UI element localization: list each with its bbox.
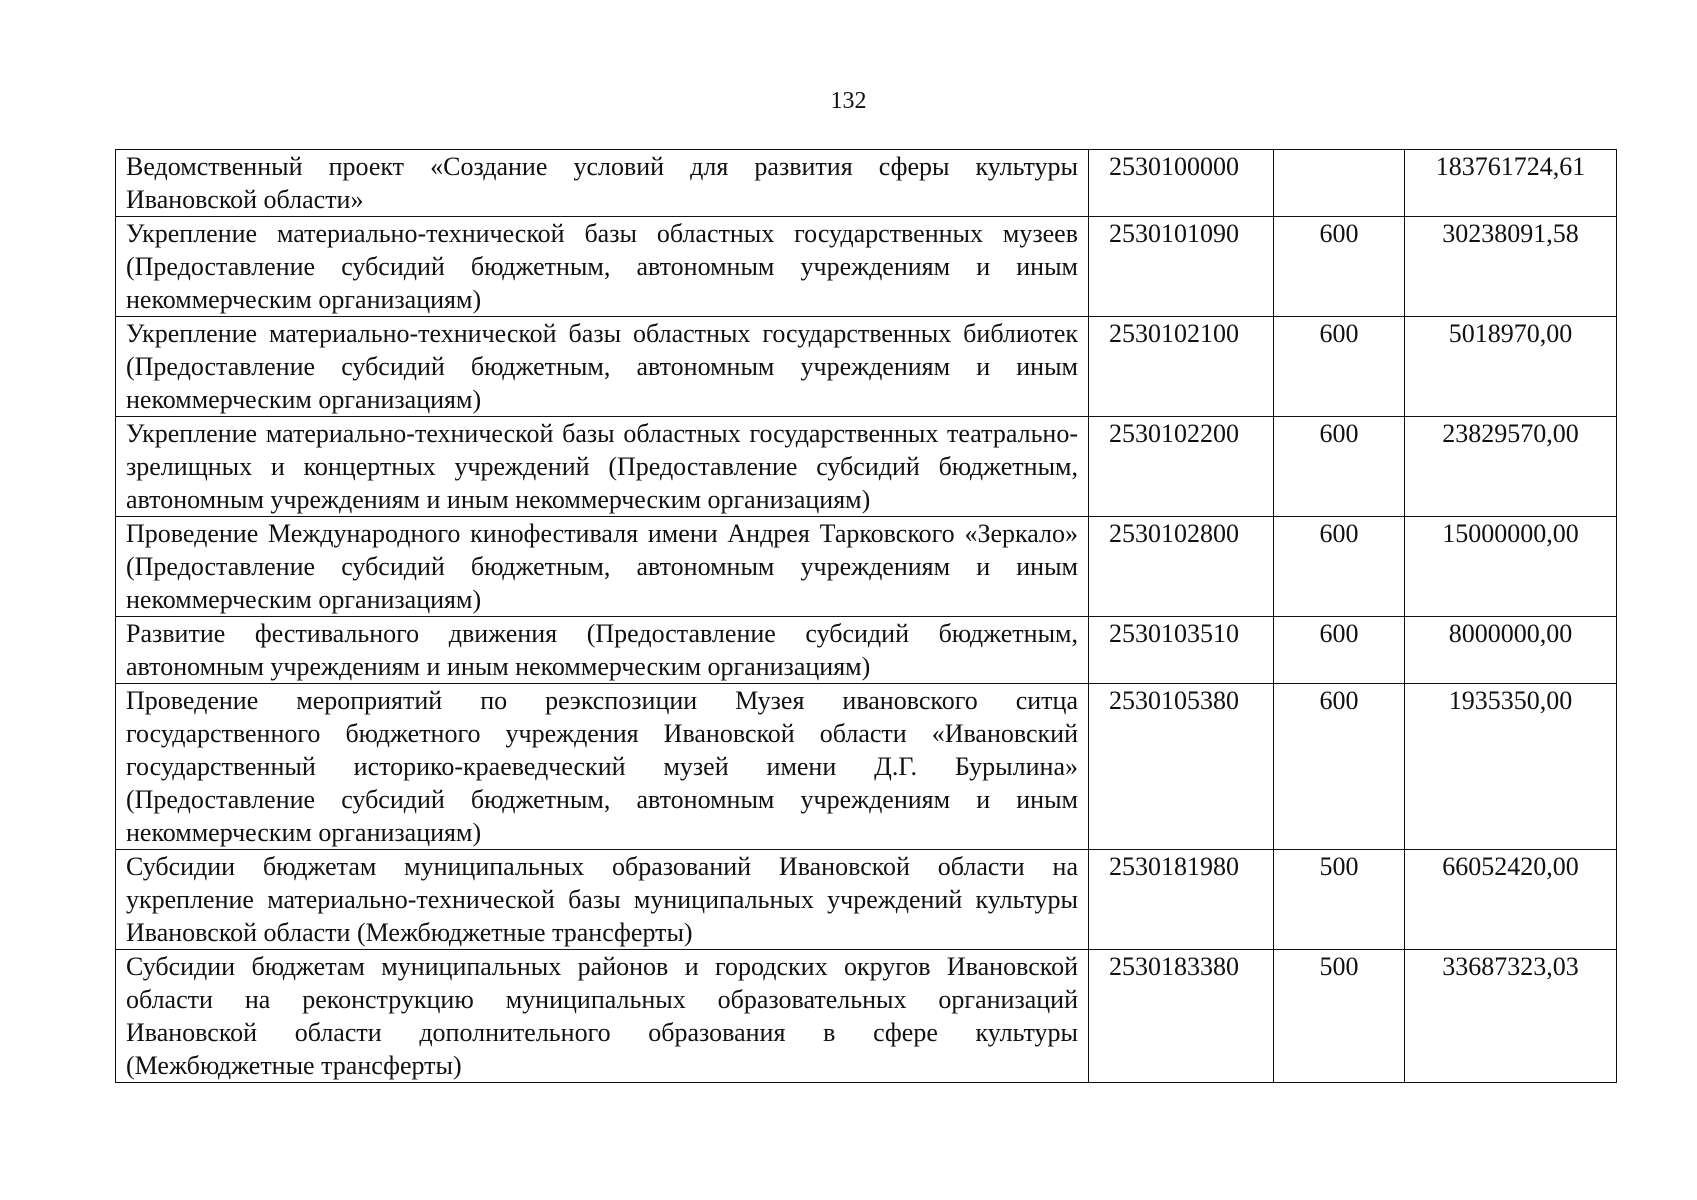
row-code-cell: 2530101090 [1089, 217, 1274, 317]
row-expense-type-cell [1274, 150, 1405, 217]
row-code-cell: 2530102100 [1089, 317, 1274, 417]
budget-table [115, 149, 1617, 1083]
row-expense-type-cell: 600 [1274, 517, 1405, 617]
table-row [116, 684, 1617, 850]
row-code-cell: 2530183380 [1089, 950, 1274, 1083]
row-name-cell: Ведомственный проект «Создание условий для развития сферы культуры Ивановской области» [116, 150, 1089, 217]
row-name-cell: Развитие фестивального движения (Предоставление субсидий бюджетным, автономным учреждениям и иным некоммерческим организациям) [116, 617, 1089, 684]
row-name-cell: Проведение мероприятий по реэкспозиции Музея ивановского ситца государственного бюджетного учреждения Ивановской области «Ивановский государственный историко-краеведческий музей имени Д.Г. Бурылина» (Предоставление субсидий бюджетным, автономным учреждениям и иным некоммерческим организациям) [116, 684, 1089, 850]
row-amount-cell: 15000000,00 [1405, 517, 1617, 617]
table-row [116, 417, 1617, 517]
row-amount-cell: 23829570,00 [1405, 417, 1617, 517]
row-expense-type-cell: 600 [1274, 617, 1405, 684]
row-amount-cell: 5018970,00 [1405, 317, 1617, 417]
row-expense-type-cell: 600 [1274, 317, 1405, 417]
row-name-cell: Субсидии бюджетам муниципальных образований Ивановской области на укрепление материально-технической базы муниципальных учреждений культуры Ивановской области (Межбюджетные трансферты) [116, 850, 1089, 950]
row-code-cell: 2530100000 [1089, 150, 1274, 217]
row-name-cell: Укрепление материально-технической базы областных государственных библиотек (Предоставление субсидий бюджетным, автономным учреждениям и иным некоммерческим организациям) [116, 317, 1089, 417]
row-code-cell: 2530103510 [1089, 617, 1274, 684]
row-amount-cell: 66052420,00 [1405, 850, 1617, 950]
row-name-cell: Укрепление материально-технической базы областных государственных музеев (Предоставление субсидий бюджетным, автономным учреждениям и иным некоммерческим организациям) [116, 217, 1089, 317]
table-row [116, 150, 1617, 217]
table-row [116, 317, 1617, 417]
row-expense-type-cell: 600 [1274, 684, 1405, 850]
table-row [116, 517, 1617, 617]
row-code-cell: 2530102800 [1089, 517, 1274, 617]
row-code-cell: 2530181980 [1089, 850, 1274, 950]
row-expense-type-cell: 500 [1274, 950, 1405, 1083]
table-row [116, 617, 1617, 684]
row-expense-type-cell: 600 [1274, 217, 1405, 317]
row-code-cell: 2530105380 [1089, 684, 1274, 850]
page-number: 132 [830, 88, 867, 114]
table-row [116, 850, 1617, 950]
row-expense-type-cell: 600 [1274, 417, 1405, 517]
row-amount-cell: 30238091,58 [1405, 217, 1617, 317]
row-amount-cell: 1935350,00 [1405, 684, 1617, 850]
row-code-cell: 2530102200 [1089, 417, 1274, 517]
row-name-cell: Субсидии бюджетам муниципальных районов и городских округов Ивановской области на реконструкцию муниципальных образовательных организаций Ивановской области дополнительного образования в сфере культуры (Межбюджетные трансферты) [116, 950, 1089, 1083]
table-row [116, 217, 1617, 317]
table-row [116, 950, 1617, 1083]
row-amount-cell: 33687323,03 [1405, 950, 1617, 1083]
row-amount-cell: 183761724,61 [1405, 150, 1617, 217]
row-name-cell: Проведение Международного кинофестиваля имени Андрея Тарковского «Зеркало» (Предоставление субсидий бюджетным, автономным учреждениям и иным некоммерческим организациям) [116, 517, 1089, 617]
row-name-cell: Укрепление материально-технической базы областных государственных театрально-зрелищных и концертных учреждений (Предоставление субсидий бюджетным, автономным учреждениям и иным некоммерческим организациям) [116, 417, 1089, 517]
row-amount-cell: 8000000,00 [1405, 617, 1617, 684]
row-expense-type-cell: 500 [1274, 850, 1405, 950]
